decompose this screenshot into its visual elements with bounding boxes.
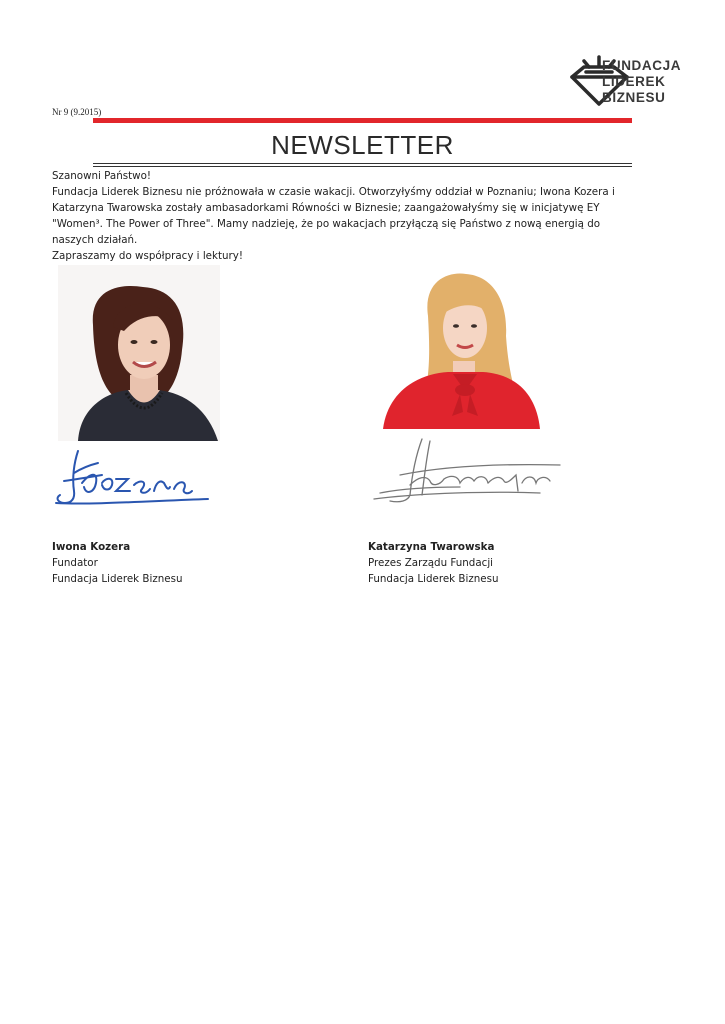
- logo-line-2: LIDEREK: [602, 74, 666, 89]
- person-organization: Fundacja Liderek Biznesu: [368, 573, 499, 585]
- person-name: Iwona Kozera: [52, 541, 131, 553]
- title-divider-bottom: [93, 166, 632, 167]
- logo-line-1: FUNDACJA: [602, 58, 682, 73]
- intro-text: [52, 168, 642, 264]
- page-title: NEWSLETTER: [271, 130, 454, 160]
- person-iwona-kozera: [52, 539, 183, 587]
- portrait-photo-iwona: [58, 265, 220, 441]
- greeting: Szanowni Państwo!: [52, 170, 151, 182]
- signature-katarzyna-twarowska: [370, 435, 565, 507]
- signature-iwona-kozera: [50, 443, 215, 511]
- person-name: Katarzyna Twarowska: [368, 541, 495, 553]
- person-organization: Fundacja Liderek Biznesu: [52, 573, 183, 585]
- logo-text: [602, 58, 681, 106]
- person-katarzyna-twarowska: [368, 539, 499, 587]
- red-divider: [93, 118, 632, 123]
- person-role: Prezes Zarządu Fundacji: [368, 557, 494, 569]
- closing-line: Zapraszamy do współpracy i lektury!: [52, 250, 243, 262]
- title-divider-top: [93, 163, 632, 164]
- person-role: Fundator: [52, 557, 98, 569]
- portrait-photo-katarzyna: [368, 266, 542, 429]
- logo-line-3: BIZNESU: [602, 90, 666, 105]
- intro-paragraph: Fundacja Liderek Biznesu nie próżnowała w czasie wakacji. Otworzyłyśmy oddział w Poznaniu; Iwona Kozera i Katarzyna Twarowska zostały ambasadorkami Równości w Biznesie; zaangażowałyśmy się w inicjatywę EY "Women³. The Power of Three". Mamy nadzieję, że po wakacjach przyłączą się Państwo z nową energią do naszych działań.: [52, 186, 615, 246]
- issue-number: Nr 9 (9.2015): [52, 107, 102, 117]
